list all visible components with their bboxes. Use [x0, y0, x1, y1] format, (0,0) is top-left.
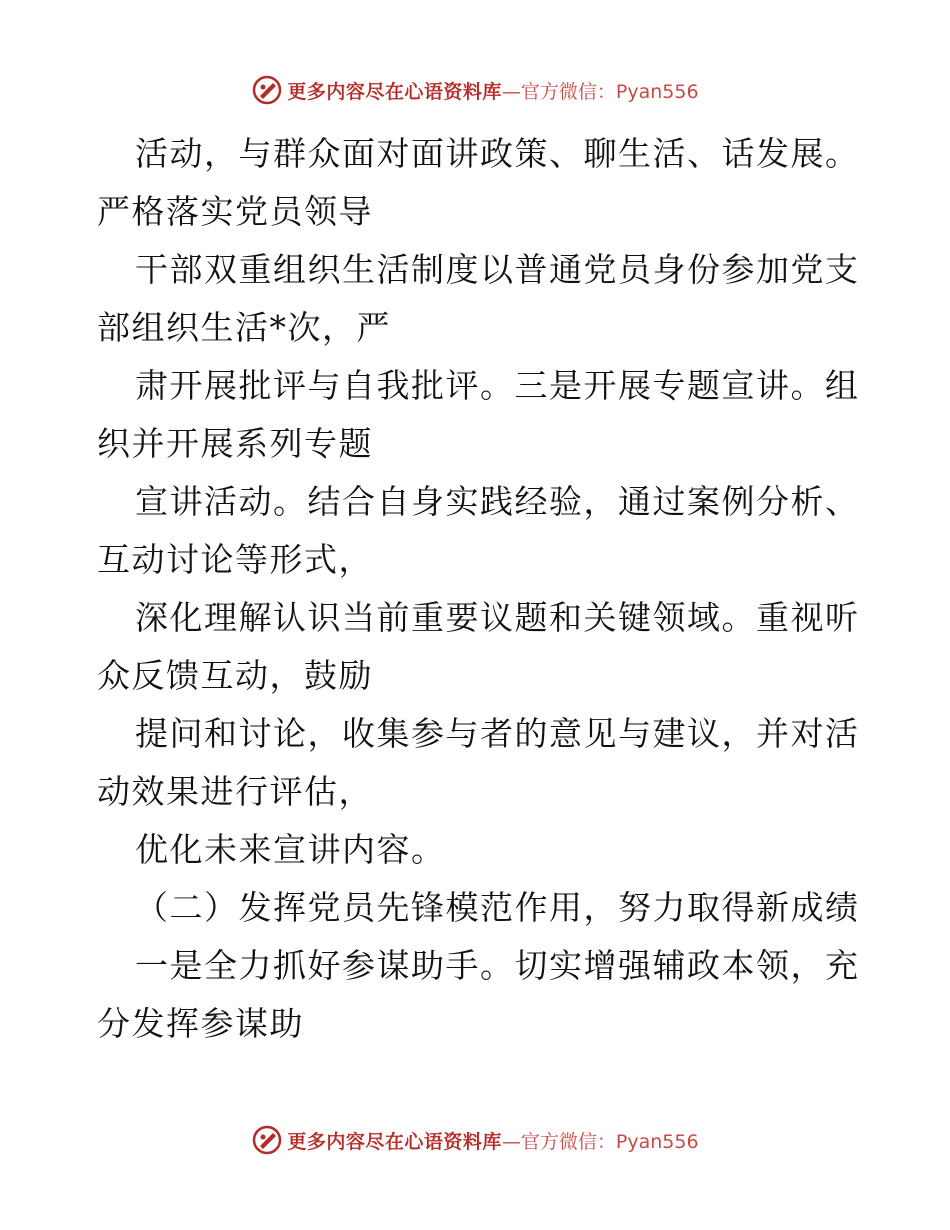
body-line: 织并开展系列专题 [97, 424, 373, 463]
body-line: 宣讲活动。结合自身实践经验，通过案例分析、 [135, 482, 860, 521]
header-banner [0, 70, 950, 110]
body-line: 提问和讨论，收集参与者的意见与建议，并对活 [135, 714, 860, 753]
body-line: 活动，与群众面对面讲政策、聊生活、话发展。 [135, 134, 860, 173]
banner-wechat-text: —官方微信：Pyan556 [501, 80, 699, 103]
body-line: 优化未来宣讲内容。 [135, 830, 446, 869]
brand-logo-icon [251, 74, 283, 106]
body-line: 众反馈互动，鼓励 [97, 656, 373, 695]
brand-logo-icon [251, 1124, 283, 1156]
section-heading: （二）发挥党员先锋模范作用，努力取得新成绩 [135, 888, 860, 927]
body-line: 干部双重组织生活制度以普通党员身份参加党支 [135, 250, 860, 289]
body-line: 一是全力抓好参谋助手。切实增强辅政本领，充 [135, 946, 860, 985]
body-line: 部组织生活*次，严 [97, 308, 391, 347]
banner-wechat-text: —官方微信：Pyan556 [501, 1130, 699, 1153]
body-line: 肃开展批评与自我批评。三是开展专题宣讲。组 [135, 366, 860, 405]
banner-brand-text: 更多内容尽在心语资料库 [287, 1130, 502, 1153]
body-line: 分发挥参谋助 [97, 1004, 304, 1043]
body-line: 严格落实党员领导 [97, 192, 373, 231]
footer-banner [0, 1120, 950, 1160]
body-line: 动效果进行评估， [97, 772, 373, 811]
body-line: 深化理解认识当前重要议题和关键领域。重视听 [135, 598, 860, 637]
banner-brand-text: 更多内容尽在心语资料库 [287, 80, 502, 103]
body-line: 互动讨论等形式， [97, 540, 373, 579]
document-body [97, 125, 860, 1053]
